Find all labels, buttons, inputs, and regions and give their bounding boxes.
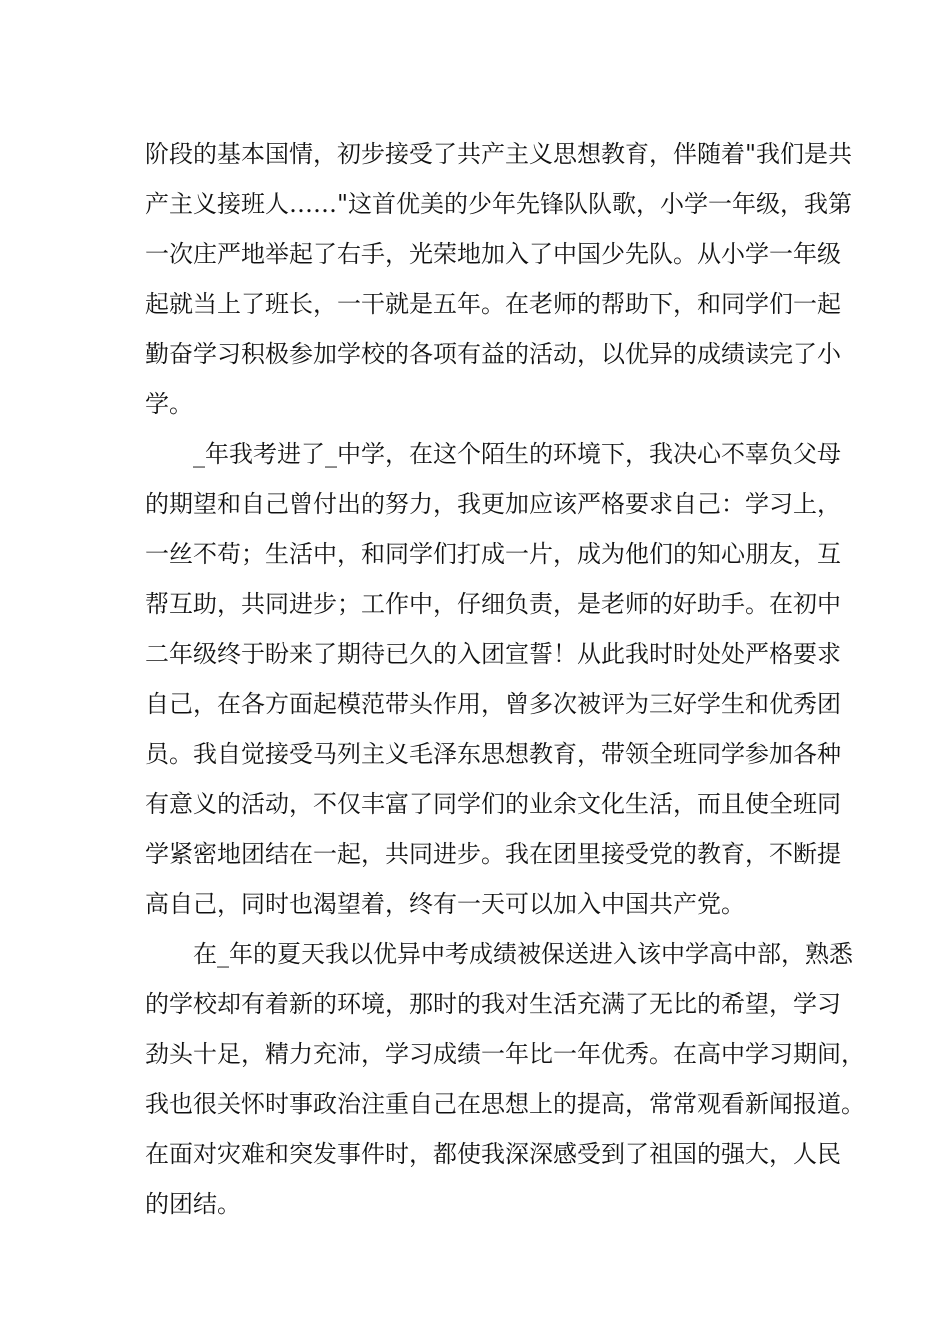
text-line: 二年级终于盼来了期待已久的入团宣誓！从此我时时处处严格要求 [145,640,841,668]
text-line: 在面对灾难和突发事件时，都使我深深感受到了祖国的强大，人民 [145,1140,841,1168]
text-line: 勤奋学习积极参加学校的各项有益的活动，以优异的成绩读完了小 [145,340,841,368]
text-line: 有意义的活动，不仅丰富了同学们的业余文化生活，而且使全班同 [145,790,841,818]
text-line: 在_年的夏天我以优异中考成绩被保送进入该中学高中部，熟悉 [145,940,853,968]
text-line: 一丝不苟；生活中，和同学们打成一片，成为他们的知心朋友，互 [145,540,841,568]
text-line: 起就当上了班长，一干就是五年。在老师的帮助下，和同学们一起 [145,290,841,318]
text-line: 帮互助，共同进步；工作中，仔细负责，是老师的好助手。在初中 [145,590,841,618]
text-line: 高自己，同时也渴望着，终有一天可以加入中国共产党。 [145,890,745,918]
text-line: 劲头十足，精力充沛，学习成绩一年比一年优秀。在高中学习期间， [145,1040,865,1068]
text-line: 一次庄严地举起了右手，光荣地加入了中国少先队。从小学一年级 [145,240,841,268]
text-line: 我也很关怀时事政治注重自己在思想上的提高，常常观看新闻报道。 [145,1090,865,1118]
text-line: 的学校却有着新的环境，那时的我对生活充满了无比的希望，学习 [145,990,841,1018]
text-line: 的期望和自己曾付出的努力，我更加应该严格要求自己：学习上， [145,490,841,518]
text-line: 学紧密地团结在一起，共同进步。我在团里接受党的教育，不断提 [145,840,841,868]
text-line: 学。 [145,390,193,418]
document-body [145,129,865,1229]
text-line: _年我考进了_中学，在这个陌生的环境下，我决心不辜负父母 [145,440,841,468]
text-line: 的团结。 [145,1190,241,1218]
text-line: 产主义接班人……"这首优美的少年先锋队队歌，小学一年级，我第 [145,190,853,218]
text-line: 阶段的基本国情，初步接受了共产主义思想教育，伴随着"我们是共 [145,140,853,168]
text-line: 员。我自觉接受马列主义毛泽东思想教育，带领全班同学参加各种 [145,740,841,768]
text-line: 自己，在各方面起模范带头作用，曾多次被评为三好学生和优秀团 [145,690,841,718]
